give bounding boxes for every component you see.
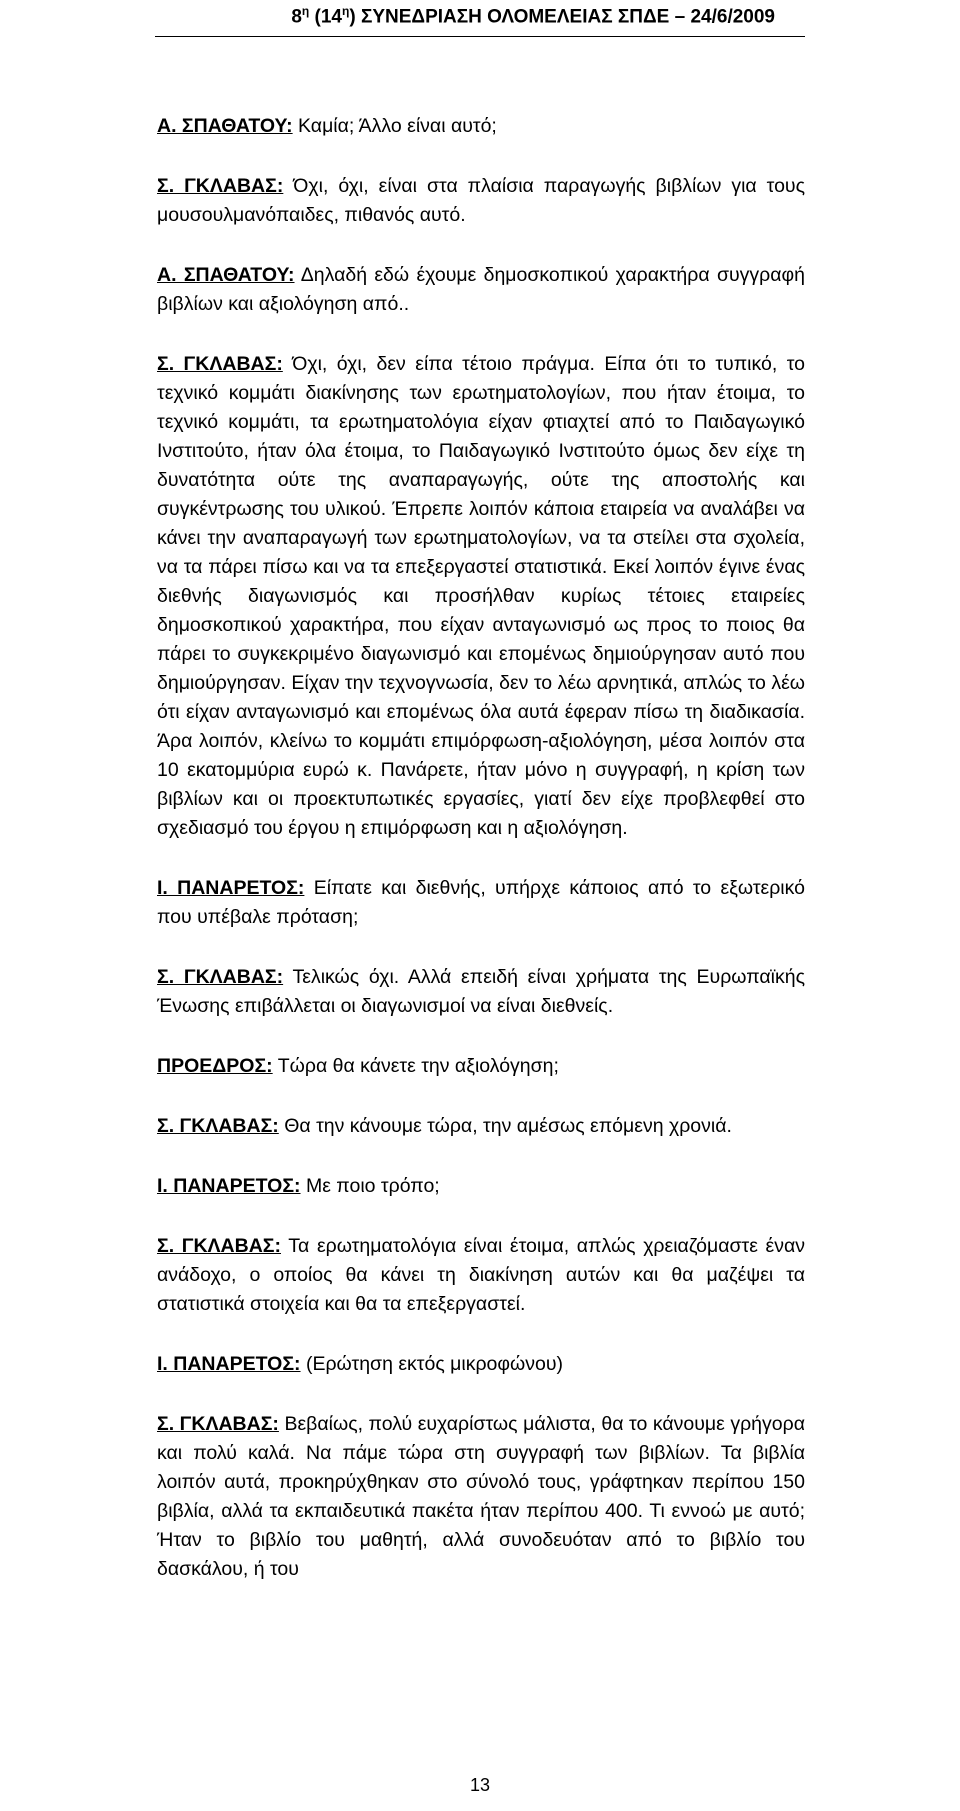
speaker-label: Α. ΣΠΑΘΑΤΟΥ: — [157, 115, 293, 137]
speaker-label: Σ. ΓΚΛΑΒΑΣ: — [157, 966, 284, 988]
paragraph-9 — [157, 1172, 805, 1201]
speech-text: Είπατε και διεθνής, υπήρχε κάποιος από το εξωτερικό που υπέβαλε πρόταση; — [157, 877, 805, 928]
speech-text: Βεβαίως, πολύ ευχαρίστως μάλιστα, θα το κάνουμε γρήγορα και πολύ καλά. Να πάμε τώρα στη συγγραφή των βιβλίων. Τα βιβλία λοιπόν αυτά, προκηρύχθηκαν στο σύνολό τους, γράφτηκαν περίπου 150 βιβλία, αλλά τα εκπαιδευτικά πακέτα ήταν περίπου 400. Τι εννοώ με αυτό; Ήταν το βιβλίο του μαθητή, αλλά συνοδευόταν από το βιβλίο του δασκάλου, ή του — [157, 1413, 805, 1580]
header-divider — [155, 36, 805, 37]
page-number: 13 — [469, 1775, 491, 1795]
speech-text: Όχι, όχι, δεν είπα τέτοιο πράγμα. Είπα ότι το τυπικό, το τεχνικό κομμάτι διακίνησης των ερωτηματολογίων, που ήταν έτοιμα, το τεχνικό κομμάτι, τα ερωτηματολόγια είχαν φτιαχτεί από το Παιδαγωγικό Ινστιτούτο, ήταν όλα έτοιμα, το Παιδαγωγικό Ινστιτούτο όμως δεν είχε τη δυνατότητα ούτε της αναπαραγωγής, ούτε της αποστολής και συγκέντρωσης του υλικού. Έπρεπε λοιπόν κάποια εταιρεία να αναλάβει να κάνει την αναπαραγωγή των ερωτηματολογίων, να τα στείλει στα σχολεία, να τα πάρει πίσω και να τα επεξεργαστεί στατιστικά. Εκεί λοιπόν έγινε ένας διεθνής διαγωνισμός και προσήλθαν κυρίως τέτοιες εταιρείες δημοσκοπικού χαρακτήρα, που είχαν ανταγωνισμό ως προς το ποιος θα πάρει το συγκεκριμένο διαγωνισμό και επομένως δημιούργησαν αυτό που δημιούργησαν. Είχαν την τεχνογνωσία, δεν το λέω αρνητικά, απλώς το λέω ότι είχαν ανταγωνισμό και επομένως όλα αυτά έφεραν πίσω τη διαδικασία. Άρα λοιπόν, κλείνω το κομμάτι επιμόρφωση-αξιολόγηση, μέσα λοιπόν στα 10 εκατομμύρια ευρώ κ. Πανάρετε, ήταν μόνο η συγγραφή, η κρίση των βιβλίων και οι προεκτυπωτικές εργασίες, γιατί δεν είχε προβλεφθεί στο σχεδιασμό του έργου η επιμόρφωση και η αξιολόγηση. — [157, 353, 805, 839]
speaker-label: Ι. ΠΑΝΑΡΕΤΟΣ: — [157, 1353, 301, 1375]
speech-text: Καμία; Άλλο είναι αυτό; — [292, 115, 497, 137]
speaker-label: Σ. ΓΚΛΑΒΑΣ: — [157, 1235, 281, 1257]
speech-text: Τα ερωτηματολόγια είναι έτοιμα, απλώς χρειαζόμαστε έναν ανάδοχο, ο οποίος θα κάνει τη διακίνηση αυτών και θα μαζέψει τα στατιστικά στοιχεία και θα τα επεξεργαστεί. — [157, 1235, 805, 1315]
paragraph-6 — [157, 963, 805, 1021]
speaker-label: Σ. ΓΚΛΑΒΑΣ: — [157, 1413, 279, 1435]
speaker-label: Α. ΣΠΑΘΑΤΟΥ: — [157, 264, 295, 286]
paragraph-2 — [157, 172, 805, 230]
paragraph-1 — [157, 112, 805, 141]
speaker-label: Ι. ΠΑΝΑΡΕΤΟΣ: — [157, 1175, 301, 1197]
speech-text: Τελικώς όχι. Αλλά επειδή είναι χρήματα της Ευρωπαϊκής Ένωσης επιβάλλεται οι διαγωνισμοί να είναι διεθνείς. — [157, 966, 806, 1017]
speech-text: Δηλαδή εδώ έχουμε δημοσκοπικού χαρακτήρα συγγραφή βιβλίων και αξιολόγηση από.. — [157, 264, 806, 315]
speaker-label: Σ. ΓΚΛΑΒΑΣ: — [157, 175, 284, 197]
speech-text: Τώρα θα κάνετε την αξιολόγηση; — [272, 1055, 559, 1077]
paragraph-4 — [157, 350, 805, 843]
paragraph-10 — [157, 1232, 805, 1319]
paragraph-12 — [157, 1410, 805, 1584]
speech-text: (Ερώτηση εκτός μικροφώνου) — [300, 1353, 564, 1375]
speaker-label: ΠΡΟΕΔΡΟΣ: — [157, 1055, 273, 1077]
transcript-body — [157, 112, 805, 1615]
paragraph-3 — [157, 261, 805, 319]
page-header: $8^\eta$ $(14^\eta)$ ΣΥΝΕΔΡΙΑΣΗ ΟΛΟΜΕΛΕΙΑΣ ΣΠΔΕ – 24/6/2009 — [291, 4, 775, 28]
speaker-label: Σ. ΓΚΛΑΒΑΣ: — [157, 353, 283, 375]
speech-text: Όχι, όχι, είναι στα πλαίσια παραγωγής βιβλίων για τους μουσουλμανόπαιδες, πιθανός αυτό. — [157, 175, 805, 226]
paragraph-8 — [157, 1112, 805, 1141]
paragraph-5 — [157, 874, 805, 932]
paragraph-11 — [157, 1350, 805, 1379]
speech-text: Θα την κάνουμε τώρα, την αμέσως επόμενη χρονιά. — [278, 1115, 732, 1137]
paragraph-7 — [157, 1052, 805, 1081]
speech-text: Με ποιο τρόπο; — [300, 1175, 440, 1197]
speaker-label: Ι. ΠΑΝΑΡΕΤΟΣ: — [157, 877, 305, 899]
speaker-label: Σ. ΓΚΛΑΒΑΣ: — [157, 1115, 279, 1137]
